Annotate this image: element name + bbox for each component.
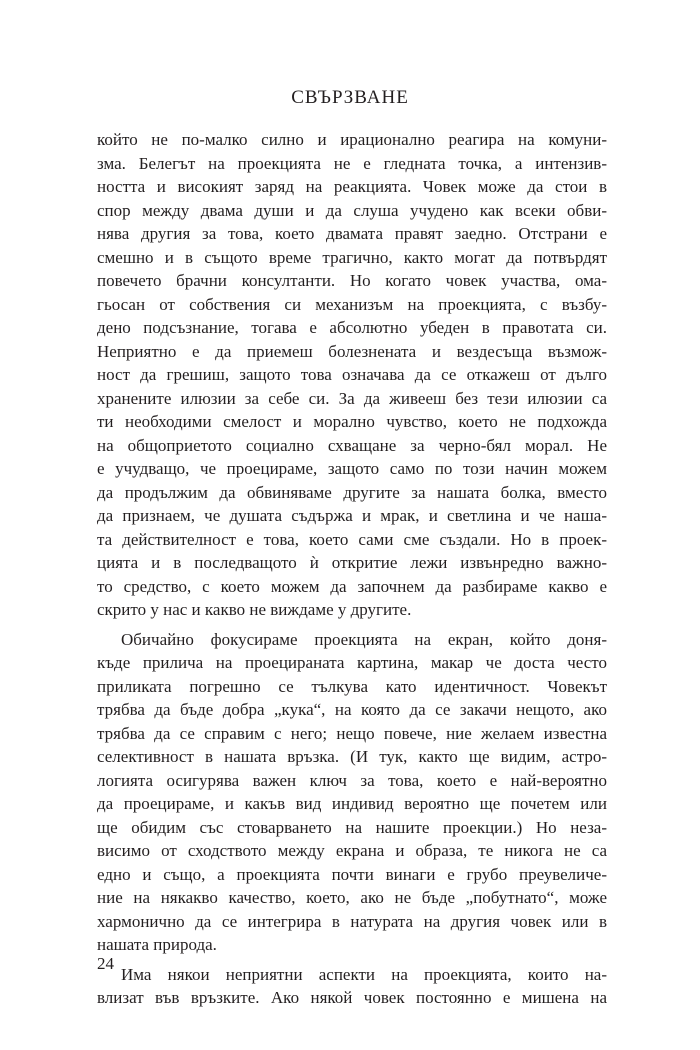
text-line: селективност в нашата връзка. (И тук, както ще видим, астро-: [97, 747, 607, 766]
text-line: Обичайно фокусираме проекцията на екран, който доня-: [121, 629, 607, 649]
paragraph-2: [97, 628, 607, 957]
text-line: хранените илюзии за себе си. За да живееш без тези илюзии са: [97, 388, 607, 408]
text-line: който не по-малко силно и ирационално реагира на комуни-: [97, 130, 607, 149]
text-line: та действителност е това, което сами сме създали. Но в проек-: [97, 529, 607, 549]
text-line: логията осигурява важен ключ за това, което е най-вероятно: [97, 770, 607, 790]
text-line: смешно и в същото време трагично, както могат да потвърдят: [97, 247, 607, 267]
text-line: трябва да се справим с него; нещо повече, ние желаем известна: [97, 723, 607, 743]
text-line: приликата погрешно се тълкува като идентичност. Човекът: [97, 676, 607, 696]
paragraph-1: [97, 128, 607, 622]
text-line: ние на някакво качество, което, ако не бъде „побутнато“, може: [97, 888, 607, 907]
text-line: спор между двама души и да слуша учудено как всеки обви-: [97, 200, 607, 220]
body-text: [97, 128, 607, 1010]
text-line: Има някои неприятни аспекти на проекцията, които на-: [121, 964, 607, 984]
text-line: на общоприетото социално схващане за черно-бял морал. Не: [97, 435, 607, 455]
text-line: ността и високият заряд на реакцията. Човек може да стои в: [97, 177, 607, 196]
running-head: СВЪРЗВАНЕ: [291, 87, 409, 108]
text-line: ще обидим със стоварването на нашите проекции.) Но неза-: [97, 817, 607, 837]
text-line: къде прилича на проецираната картина, макар че доста често: [97, 653, 607, 672]
text-line: дено подсъзнание, тогава е абсолютно убеден в правотата си.: [97, 318, 607, 337]
text-line: зма. Белегът на проекцията не е гледната точка, а интензив-: [97, 153, 607, 173]
text-line: едно и също, а проекцията почти винаги е грубо преувеличе-: [97, 864, 607, 884]
text-line: цията и в последващото ѝ откритие лежи извънредно важно-: [97, 553, 607, 572]
text-line: трябва да бъде добра „кука“, на която да се закачи нещото, ако: [97, 700, 607, 719]
text-line: да проецираме, и какъв вид индивид вероятно ще почетем или: [97, 794, 607, 813]
text-line: хармонично да се интегрира в натурата на другия човек или в: [97, 911, 607, 931]
text-line: нашата природа.: [97, 935, 217, 954]
text-line: влизат във връзките. Ако някой човек постоянно е мишена на: [97, 988, 607, 1007]
text-line: повечето брачни консултанти. Но когато човек участва, ома-: [97, 271, 607, 290]
text-line: ност да грешиш, защото това означава да се откажеш от дълго: [97, 365, 607, 384]
text-line: гьосан от собствения си механизъм на проекцията, с възбу-: [97, 294, 607, 314]
text-line: Неприятно е да приемеш болезнената и вездесъща възмож-: [97, 341, 607, 361]
text-line: нява другия за това, което двамата правят заедно. Отстрани е: [97, 224, 607, 243]
text-line: ти необходими смелост и морално чувство, което не подхожда: [97, 412, 607, 431]
text-line: скрито у нас и какво не виждаме у другите.: [97, 600, 412, 619]
text-line: то средство, с което можем да започнем да разбираме какво е: [97, 576, 607, 596]
paragraph-3: [97, 963, 607, 1010]
text-line: е учудващо, че проецираме, защото само по този начин можем: [97, 459, 607, 478]
text-line: висимо от сходството между екрана и образа, те никога не са: [97, 841, 607, 860]
page-number: 24: [97, 954, 114, 973]
text-line: да признаем, че душата съдържа и мрак, и светлина и че наша-: [97, 506, 607, 525]
text-line: да продължим да обвиняваме другите за нашата болка, вместо: [97, 482, 607, 502]
